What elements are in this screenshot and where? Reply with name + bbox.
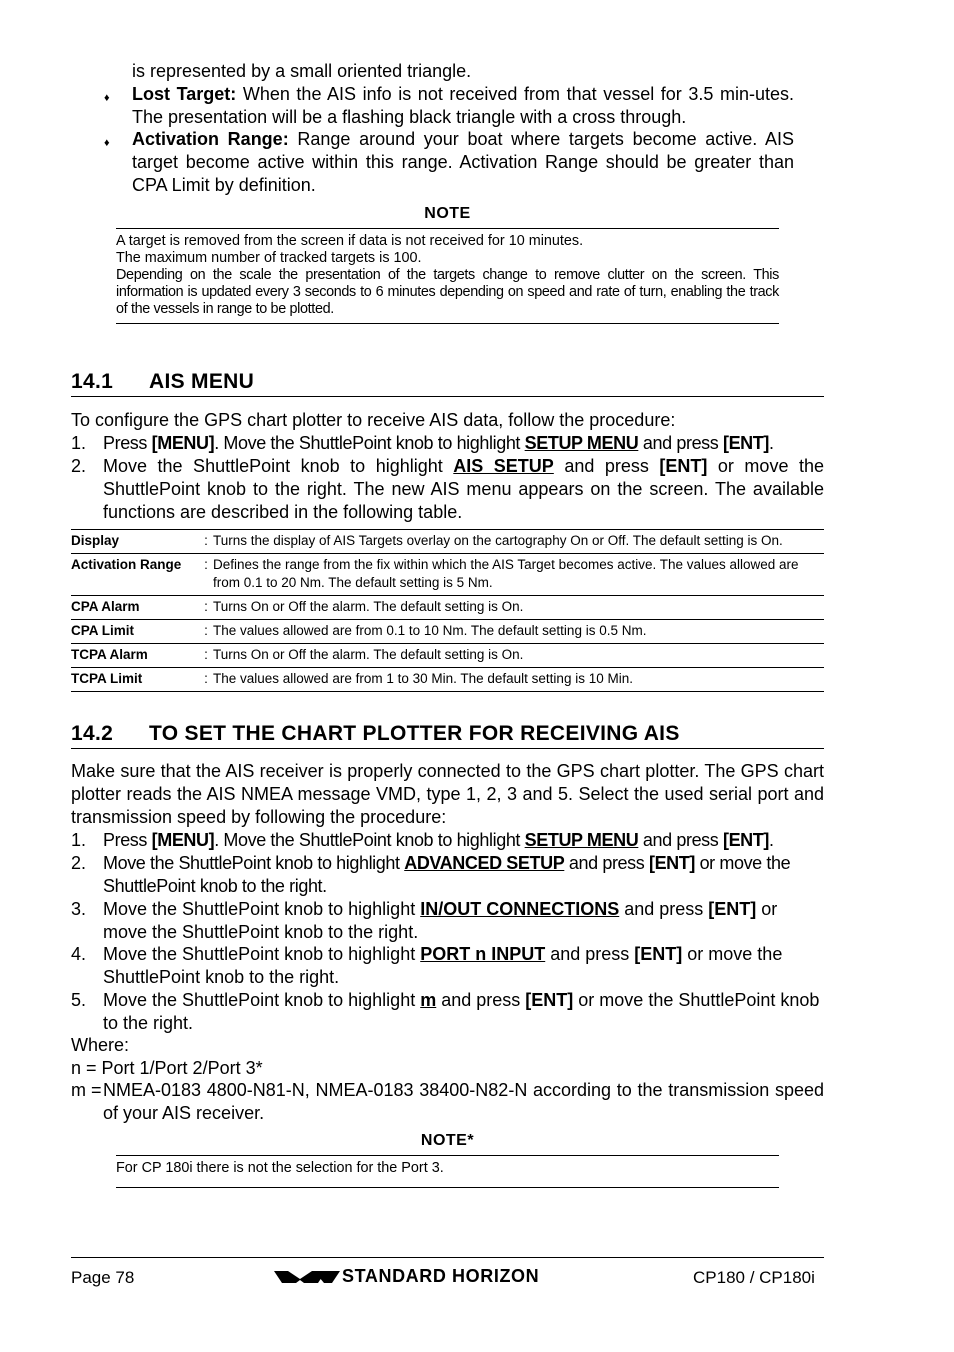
table-row: TCPA Limit : The values allowed are from 1 to 30 Min. The default setting is 10 Min. [71,668,824,692]
note-line: For CP 180i there is not the selection for the Port 3. [116,1160,444,1176]
section-heading-receiving-ais: 14.2 TO SET THE CHART PLOTTER FOR RECEIVING AIS [71,722,824,749]
note-box [116,1155,779,1188]
diamond-bullet-icon: ♦ [104,137,110,149]
bullet-lost-target: ♦ Lost Target: When the AIS info is not received from that vessel for 3.5 min-utes. The presentation will be a flashing black triangle with a cross through. [104,84,795,127]
procedure-step: 2. Move the ShuttlePoint knob to highlight ADVANCED SETUP and press [ENT] or move the ShuttlePoint knob to the right. [71,853,791,896]
table-row: Display : Turns the display of AIS Targets overlay on the cartography On or Off. The default setting is On. [71,530,824,554]
table-row: Activation Range : Defines the range from the fix within which the AIS Target becomes active. The values allowed are from 0.1 to 20 Nm. The default setting is 5 Nm. [71,554,824,596]
logo-mark-icon [274,1269,340,1285]
procedure-step: 5. Move the ShuttlePoint knob to highlight m and press [ENT] or move the ShuttlePoint knob to the right. [71,990,820,1033]
section-intro: Make sure that the AIS receiver is properly connected to the GPS chart plotter. The GPS chart plotter reads the AIS NMEA message VMD, type 1, 2, 3 and 5. Select the used serial port and transmission speed by following the procedure: [71,761,824,827]
note-line: The maximum number of tracked targets is 100. [116,250,422,266]
brand-name: STANDARD HORIZON [342,1266,540,1286]
n-definition: n = Port 1/Port 2/Port 3* [71,1058,263,1078]
procedure-step: 3. Move the ShuttlePoint knob to highlight IN/OUT CONNECTIONS and press [ENT] or move the ShuttlePoint knob to the right. [71,899,778,942]
diamond-bullet-icon: ♦ [104,92,110,104]
note-line: A target is removed from the screen if data is not received for 10 minutes. [116,233,584,249]
procedure-step: 1. Press [MENU]. Move the ShuttlePoint knob to highlight SETUP MENU and press [ENT]. [71,433,774,453]
page-number: Page 78 [71,1268,135,1287]
table-row: CPA Limit : The values allowed are from 0.1 to 10 Nm. The default setting is 0.5 Nm. [71,620,824,644]
bullet-activation-range: ♦ Activation Range: Range around your boat where targets become active. AIS target become active within this range. Activation Range should be greater than CPA Limit by definition. [104,129,794,195]
ais-functions-table [71,529,824,692]
note-box [116,228,779,324]
procedure-step: 1. Press [MENU]. Move the ShuttlePoint knob to highlight SETUP MENU and press [ENT]. [71,830,774,850]
model-name: CP180 / CP180i [693,1268,815,1287]
section-intro: To configure the GPS chart plotter to receive AIS data, follow the procedure: [71,410,676,430]
section-heading-ais-menu: 14.1 AIS MENU [71,370,824,397]
table-row: CPA Alarm : Turns On or Off the alarm. The default setting is On. [71,596,824,620]
note-title: NOTE* [420,1132,475,1149]
note-line: Depending on the scale the presentation of the targets change to remove clutter on the screen. This information is updated every 3 seconds to 6 minutes depending on speed and rate of turn, enabling the track of the vessels in range to be plotted. [116,267,779,317]
where-label: Where: [71,1035,130,1055]
brand-logo [274,1266,629,1288]
table-row: TCPA Alarm : Turns On or Off the alarm. The default setting is On. [71,644,824,668]
m-definition: m = NMEA-0183 4800-N81-N, NMEA-0183 38400-N82-N according to the transmission speed of your AIS receiver. [71,1080,824,1123]
procedure-step: 4. Move the ShuttlePoint knob to highlight PORT n INPUT and press [ENT] or move the ShuttlePoint knob to the right. [71,944,783,987]
note-title: NOTE [424,205,471,222]
procedure-step: 2. Move the ShuttlePoint knob to highlight AIS SETUP and press [ENT] or move the ShuttlePoint knob to the right. The new AIS menu appears on the screen. The available functions are described in the following table. [71,456,824,522]
intro-line: is represented by a small oriented triangle. [132,61,472,81]
footer-divider [71,1257,824,1258]
